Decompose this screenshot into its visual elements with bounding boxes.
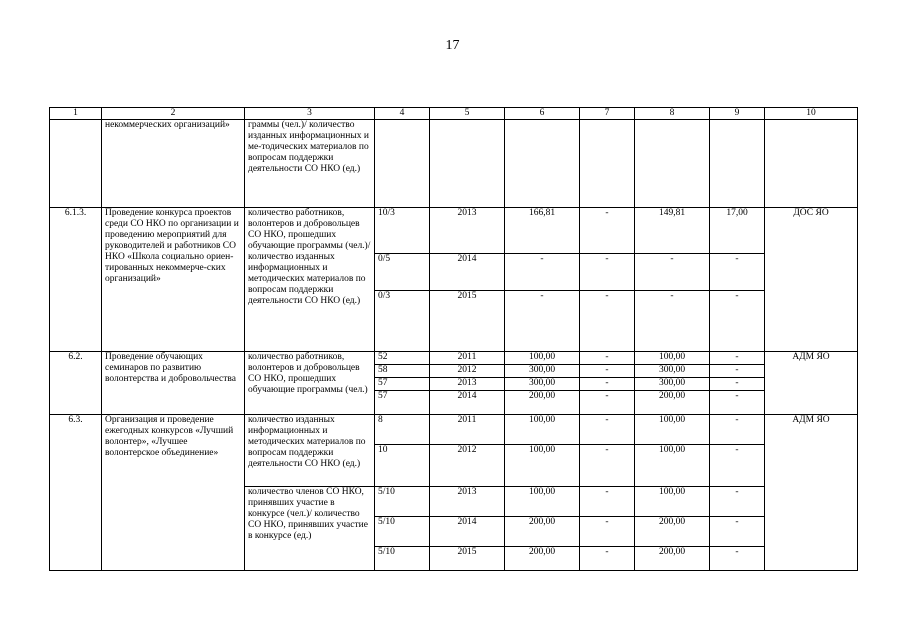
column-number: 8 (635, 108, 710, 120)
item-name: Проведение конкурса проектов среди СО НКО по организации и проведению мероприятий для руководителей и работников СО НКО «Школа социально ориен-тированных некоммерче-ских организаций» (102, 208, 245, 352)
total-cell: 100,00 (505, 415, 580, 445)
column-numbers-row (50, 108, 858, 120)
regional-cell: - (635, 291, 710, 352)
value-cell: 0/3 (375, 291, 430, 352)
total-cell: 200,00 (505, 547, 580, 571)
column-number: 1 (50, 108, 102, 120)
regional-cell: 149,81 (635, 208, 710, 254)
item-indicator: количество работников, волонтеров и добровольцев СО НКО, прошедших обучающие программы (чел.)/ количество изданных информационных и методических материалов по вопросам поддержки деятельности СО НКО (ед.) (245, 208, 375, 352)
value-cell: 0/5 (375, 254, 430, 291)
total-cell: 200,00 (505, 517, 580, 547)
value-cell: 5/10 (375, 487, 430, 517)
value-cell: 10/3 (375, 208, 430, 254)
year-cell: 2015 (430, 547, 505, 571)
year-cell: 2015 (430, 291, 505, 352)
cell (710, 120, 765, 208)
item-indicator: граммы (чел.)/ количество изданных информационных и ме-тодических материалов по вопросам поддержки деятельности СО НКО (ед.) (245, 120, 375, 208)
value-cell: 10 (375, 445, 430, 487)
program-table (49, 107, 858, 571)
value-cell: 52 (375, 352, 430, 365)
federal-cell: - (580, 391, 635, 415)
item-name: некоммерческих организаций» (102, 120, 245, 208)
cell (430, 120, 505, 208)
item-indicator: количество изданных информационных и методических материалов по вопросам поддержки деятельности СО НКО (ед.) (245, 415, 375, 487)
total-cell: 100,00 (505, 487, 580, 517)
year-cell: 2014 (430, 517, 505, 547)
federal-cell: - (580, 365, 635, 378)
cell (375, 120, 430, 208)
year-cell: 2014 (430, 254, 505, 291)
regional-cell: 200,00 (635, 517, 710, 547)
total-cell: 100,00 (505, 352, 580, 365)
value-cell: 5/10 (375, 547, 430, 571)
value-cell: 5/10 (375, 517, 430, 547)
regional-cell: 200,00 (635, 547, 710, 571)
regional-cell: 300,00 (635, 365, 710, 378)
other-cell: 17,00 (710, 208, 765, 254)
table-row (50, 208, 858, 254)
item-number: 6.1.3. (50, 208, 102, 352)
year-cell: 2011 (430, 352, 505, 365)
regional-cell: 100,00 (635, 445, 710, 487)
table-row (50, 352, 858, 365)
responsible-cell: АДМ ЯО (765, 352, 858, 415)
regional-cell: 100,00 (635, 415, 710, 445)
value-cell: 8 (375, 415, 430, 445)
responsible-cell: ДОС ЯО (765, 208, 858, 352)
total-cell: 300,00 (505, 365, 580, 378)
federal-cell: - (580, 517, 635, 547)
federal-cell: - (580, 352, 635, 365)
column-number: 4 (375, 108, 430, 120)
column-number: 6 (505, 108, 580, 120)
other-cell: - (710, 415, 765, 445)
year-cell: 2013 (430, 487, 505, 517)
other-cell: - (710, 365, 765, 378)
cell (580, 120, 635, 208)
column-number: 3 (245, 108, 375, 120)
federal-cell: - (580, 291, 635, 352)
cell (765, 120, 858, 208)
page-number: 17 (445, 38, 460, 53)
total-cell: 300,00 (505, 378, 580, 391)
total-cell: 166,81 (505, 208, 580, 254)
item-number: 6.3. (50, 415, 102, 571)
other-cell: - (710, 391, 765, 415)
federal-cell: - (580, 254, 635, 291)
column-number: 5 (430, 108, 505, 120)
item-indicator: количество членов СО НКО, принявших участие в конкурсе (чел.)/ количество СО НКО, принявших участие в конкурсе (ед.) (245, 487, 375, 571)
cell (50, 120, 102, 208)
table-row (50, 120, 858, 208)
year-cell: 2012 (430, 365, 505, 378)
federal-cell: - (580, 547, 635, 571)
regional-cell: 100,00 (635, 487, 710, 517)
column-number: 10 (765, 108, 858, 120)
other-cell: - (710, 291, 765, 352)
federal-cell: - (580, 415, 635, 445)
item-name: Организация и проведение ежегодных конкурсов «Лучший волонтер», «Лучшее волонтерское объединение» (102, 415, 245, 571)
regional-cell: 300,00 (635, 378, 710, 391)
other-cell: - (710, 517, 765, 547)
cell (635, 120, 710, 208)
responsible-cell: АДМ ЯО (765, 415, 858, 571)
total-cell: 200,00 (505, 391, 580, 415)
regional-cell: 200,00 (635, 391, 710, 415)
year-cell: 2014 (430, 391, 505, 415)
regional-cell: 100,00 (635, 352, 710, 365)
year-cell: 2011 (430, 415, 505, 445)
regional-cell: - (635, 254, 710, 291)
year-cell: 2013 (430, 378, 505, 391)
federal-cell: - (580, 445, 635, 487)
other-cell: - (710, 254, 765, 291)
year-cell: 2012 (430, 445, 505, 487)
other-cell: - (710, 487, 765, 517)
cell (505, 120, 580, 208)
value-cell: 57 (375, 378, 430, 391)
federal-cell: - (580, 208, 635, 254)
column-number: 7 (580, 108, 635, 120)
other-cell: - (710, 445, 765, 487)
item-indicator: количество работников, волонтеров и добровольцев СО НКО, прошедших обучающие программы (чел.) (245, 352, 375, 415)
item-number: 6.2. (50, 352, 102, 415)
item-name: Проведение обучающих семинаров по развитию волонтерства и добровольчества (102, 352, 245, 415)
other-cell: - (710, 378, 765, 391)
table-row (50, 415, 858, 445)
federal-cell: - (580, 378, 635, 391)
total-cell: - (505, 291, 580, 352)
federal-cell: - (580, 487, 635, 517)
value-cell: 58 (375, 365, 430, 378)
other-cell: - (710, 547, 765, 571)
year-cell: 2013 (430, 208, 505, 254)
other-cell: - (710, 352, 765, 365)
column-number: 2 (102, 108, 245, 120)
value-cell: 57 (375, 391, 430, 415)
total-cell: - (505, 254, 580, 291)
column-number: 9 (710, 108, 765, 120)
total-cell: 100,00 (505, 445, 580, 487)
